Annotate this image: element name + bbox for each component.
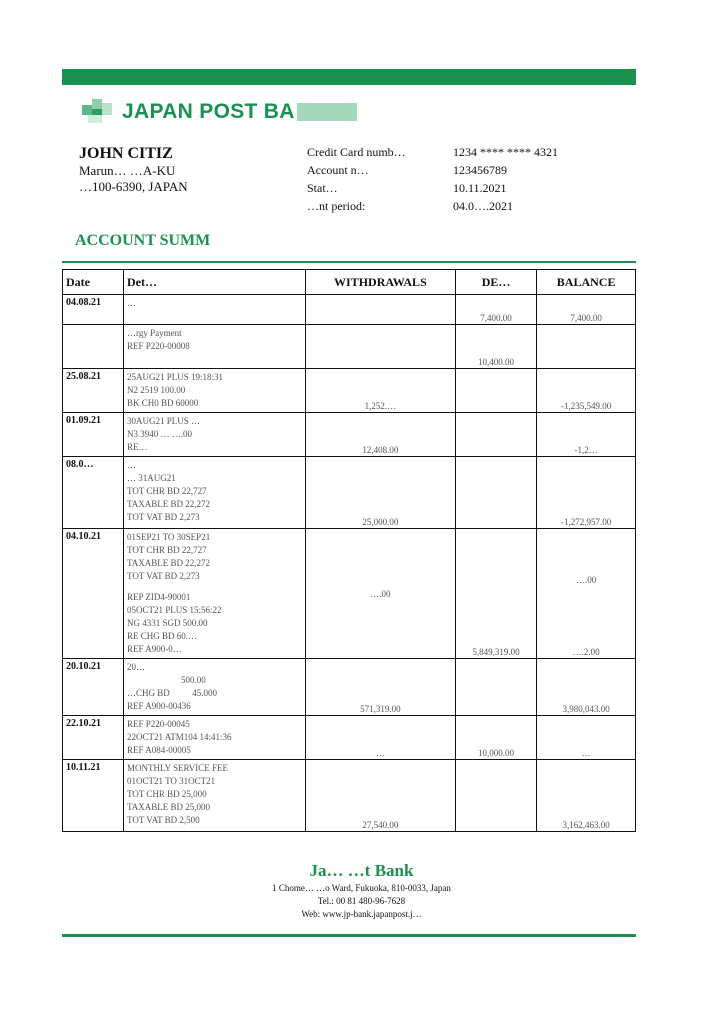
- col-date: Date: [63, 270, 124, 295]
- table-header-row: [63, 270, 636, 295]
- row-deposit: [455, 760, 537, 832]
- balance-mid-value: ….00: [576, 575, 597, 585]
- customer-address-line1: Marun… …A-KU: [79, 163, 176, 178]
- row-withdrawal: [306, 295, 456, 325]
- footer-address: 1 Chome… …o Ward, Fukuoka, 810-0033, Japan: [272, 883, 451, 893]
- meta-value: 10.11.2021: [453, 181, 507, 195]
- detail-line: …CHG BD 45.000: [127, 688, 218, 698]
- row-details: [124, 659, 306, 716]
- row-deposit: [455, 413, 537, 457]
- detail-line: TOT CHR BD 25,000: [127, 789, 207, 799]
- detail-line: TAXABLE BD 25,000: [127, 802, 211, 812]
- detail-spacer: [127, 583, 302, 591]
- detail-line: BK CH0 BD 60000: [127, 398, 199, 408]
- detail-line: REF A900-0…: [127, 644, 182, 654]
- table-row: [63, 716, 636, 760]
- account-meta: [307, 143, 558, 215]
- row-balance: 3,162,463.00: [537, 760, 636, 832]
- row-deposit: [455, 659, 537, 716]
- row-withdrawal: 25,000.00: [306, 457, 456, 529]
- row-balance: [537, 325, 636, 369]
- row-details: [124, 369, 306, 413]
- row-deposit: 10,000.00: [455, 716, 537, 760]
- detail-line: TAXABLE BD 22,272: [127, 558, 211, 568]
- col-details: Det…: [124, 270, 306, 295]
- detail-line: TAXABLE BD 22,272: [127, 499, 211, 509]
- row-deposit: 7,400.00: [455, 295, 537, 325]
- meta-label: …nt period:: [307, 199, 366, 213]
- meta-row-period: [307, 197, 558, 215]
- col-balance: BALANCE: [537, 270, 636, 295]
- meta-label: Stat…: [307, 181, 338, 195]
- section-rule: [62, 261, 636, 263]
- row-balance: …: [537, 716, 636, 760]
- row-withdrawal: [306, 325, 456, 369]
- detail-line: 05OCT21 PLUS 15:56:22: [127, 605, 222, 615]
- redaction-block: [297, 103, 357, 121]
- row-details: [124, 295, 306, 325]
- row-balance: [537, 529, 636, 659]
- detail-line: …rgy Payment: [127, 328, 182, 338]
- meta-label: Credit Card numb…: [307, 145, 406, 159]
- balance-value: ….2.00: [572, 647, 600, 657]
- logo-mark-icon: [82, 99, 114, 125]
- row-deposit: [455, 369, 537, 413]
- meta-row-statement-date: [307, 179, 558, 197]
- col-withdrawals: WITHDRAWALS: [306, 270, 456, 295]
- meta-label: Account n…: [307, 163, 369, 177]
- row-details: [124, 325, 306, 369]
- row-date: 20.10.21: [63, 659, 124, 716]
- logo-text: JAPAN POST BA: [122, 100, 295, 123]
- row-date: 04.10.21: [63, 529, 124, 659]
- row-details: [124, 413, 306, 457]
- row-date: 25.08.21: [63, 369, 124, 413]
- table-row: [63, 529, 636, 659]
- transactions-table: [62, 269, 636, 832]
- detail-line: … 31AUG21: [127, 473, 176, 483]
- detail-line: REP ZID4-90001: [127, 592, 191, 602]
- detail-line: 01OCT21 TO 31OCT21: [127, 776, 216, 786]
- row-date: 22.10.21: [63, 716, 124, 760]
- row-deposit: 10,400.00: [455, 325, 537, 369]
- meta-value: 04.0….2021: [453, 199, 513, 213]
- table-row: [63, 760, 636, 832]
- detail-line: REF P220-00045: [127, 719, 190, 729]
- footer-green-rule: [62, 934, 636, 937]
- detail-line: REF A084-00005: [127, 745, 191, 755]
- row-balance: -1,2…: [537, 413, 636, 457]
- detail-line: N2 2519 100.00: [127, 385, 186, 395]
- row-deposit: 5,849,319.00: [455, 529, 537, 659]
- meta-value: 123456789: [453, 163, 507, 177]
- detail-line: TOT CHR BD 22,727: [127, 545, 207, 555]
- header-green-bar: [62, 69, 636, 85]
- row-details: [124, 716, 306, 760]
- detail-line: REF P220-00008: [127, 341, 190, 351]
- customer-name: JOHN CITIZ: [79, 145, 173, 162]
- row-withdrawal: …: [306, 716, 456, 760]
- detail-line: TOT VAT BD 2,273: [127, 571, 200, 581]
- row-withdrawal: 1,252.…: [306, 369, 456, 413]
- row-balance: 3,980,043.00: [537, 659, 636, 716]
- detail-line: RE…: [127, 442, 148, 452]
- detail-line: 20…: [127, 662, 145, 672]
- detail-line: 22OCT21 ATM104 14:41:36: [127, 732, 232, 742]
- detail-line: 25AUG21 PLUS 19:18:31: [127, 372, 224, 382]
- row-date: [63, 325, 124, 369]
- table-row: [63, 659, 636, 716]
- meta-row-account: [307, 161, 558, 179]
- detail-line: REF A900-00436: [127, 701, 191, 711]
- detail-line: MONTHLY SERVICE FEE: [127, 763, 229, 773]
- row-balance: -1,272,957.00: [537, 457, 636, 529]
- row-withdrawal: 27,540.00: [306, 760, 456, 832]
- row-date: 08.0…: [63, 457, 124, 529]
- footer-bank-name: Ja… …t Bank: [309, 861, 414, 880]
- detail-line: RE CHG BD 60.…: [127, 631, 198, 641]
- customer-block: [79, 144, 188, 195]
- row-withdrawal: [306, 529, 456, 659]
- detail-line: NG 4331 SGD 500.00: [127, 618, 208, 628]
- col-deposits: DE…: [455, 270, 537, 295]
- detail-line: 500.00: [127, 675, 206, 685]
- detail-line: …: [127, 298, 136, 308]
- footer: [0, 860, 723, 921]
- customer-address-line2: …100-6390, JAPAN: [79, 179, 188, 194]
- row-details: [124, 760, 306, 832]
- detail-line: 01SEP21 TO 30SEP21: [127, 532, 211, 542]
- meta-row-card: [307, 143, 558, 161]
- row-details: [124, 529, 306, 659]
- row-date: 04.08.21: [63, 295, 124, 325]
- row-balance: 7,400.00: [537, 295, 636, 325]
- section-title: ACCOUNT SUMM: [75, 232, 211, 249]
- table-row: [63, 413, 636, 457]
- row-balance: -1,235,549.00: [537, 369, 636, 413]
- row-date: 10.11.21: [63, 760, 124, 832]
- detail-line: 30AUG21 PLUS …: [127, 416, 201, 426]
- row-withdrawal: 12,408.00: [306, 413, 456, 457]
- detail-line: N3 3940 … ….00: [127, 429, 192, 439]
- row-date: 01.09.21: [63, 413, 124, 457]
- footer-web: Web: www.jp-bank.japanpost.j…: [301, 909, 422, 919]
- detail-line: TOT VAT BD 2,500: [127, 815, 200, 825]
- withdrawal-value: ….00: [370, 589, 391, 599]
- bank-logo: [82, 99, 357, 125]
- row-details: [124, 457, 306, 529]
- table-row: [63, 295, 636, 325]
- row-deposit: [455, 457, 537, 529]
- detail-line: TOT CHR BD 22,727: [127, 486, 207, 496]
- detail-line: TOT VAT BD 2,273: [127, 512, 200, 522]
- table-row: [63, 457, 636, 529]
- footer-tel: Tel.: 00 81 480-96-7628: [317, 896, 406, 906]
- table-row: [63, 325, 636, 369]
- row-withdrawal: 571,319.00: [306, 659, 456, 716]
- detail-line: …: [127, 460, 136, 470]
- meta-value: 1234 **** **** 4321: [453, 145, 558, 159]
- table-row: [63, 369, 636, 413]
